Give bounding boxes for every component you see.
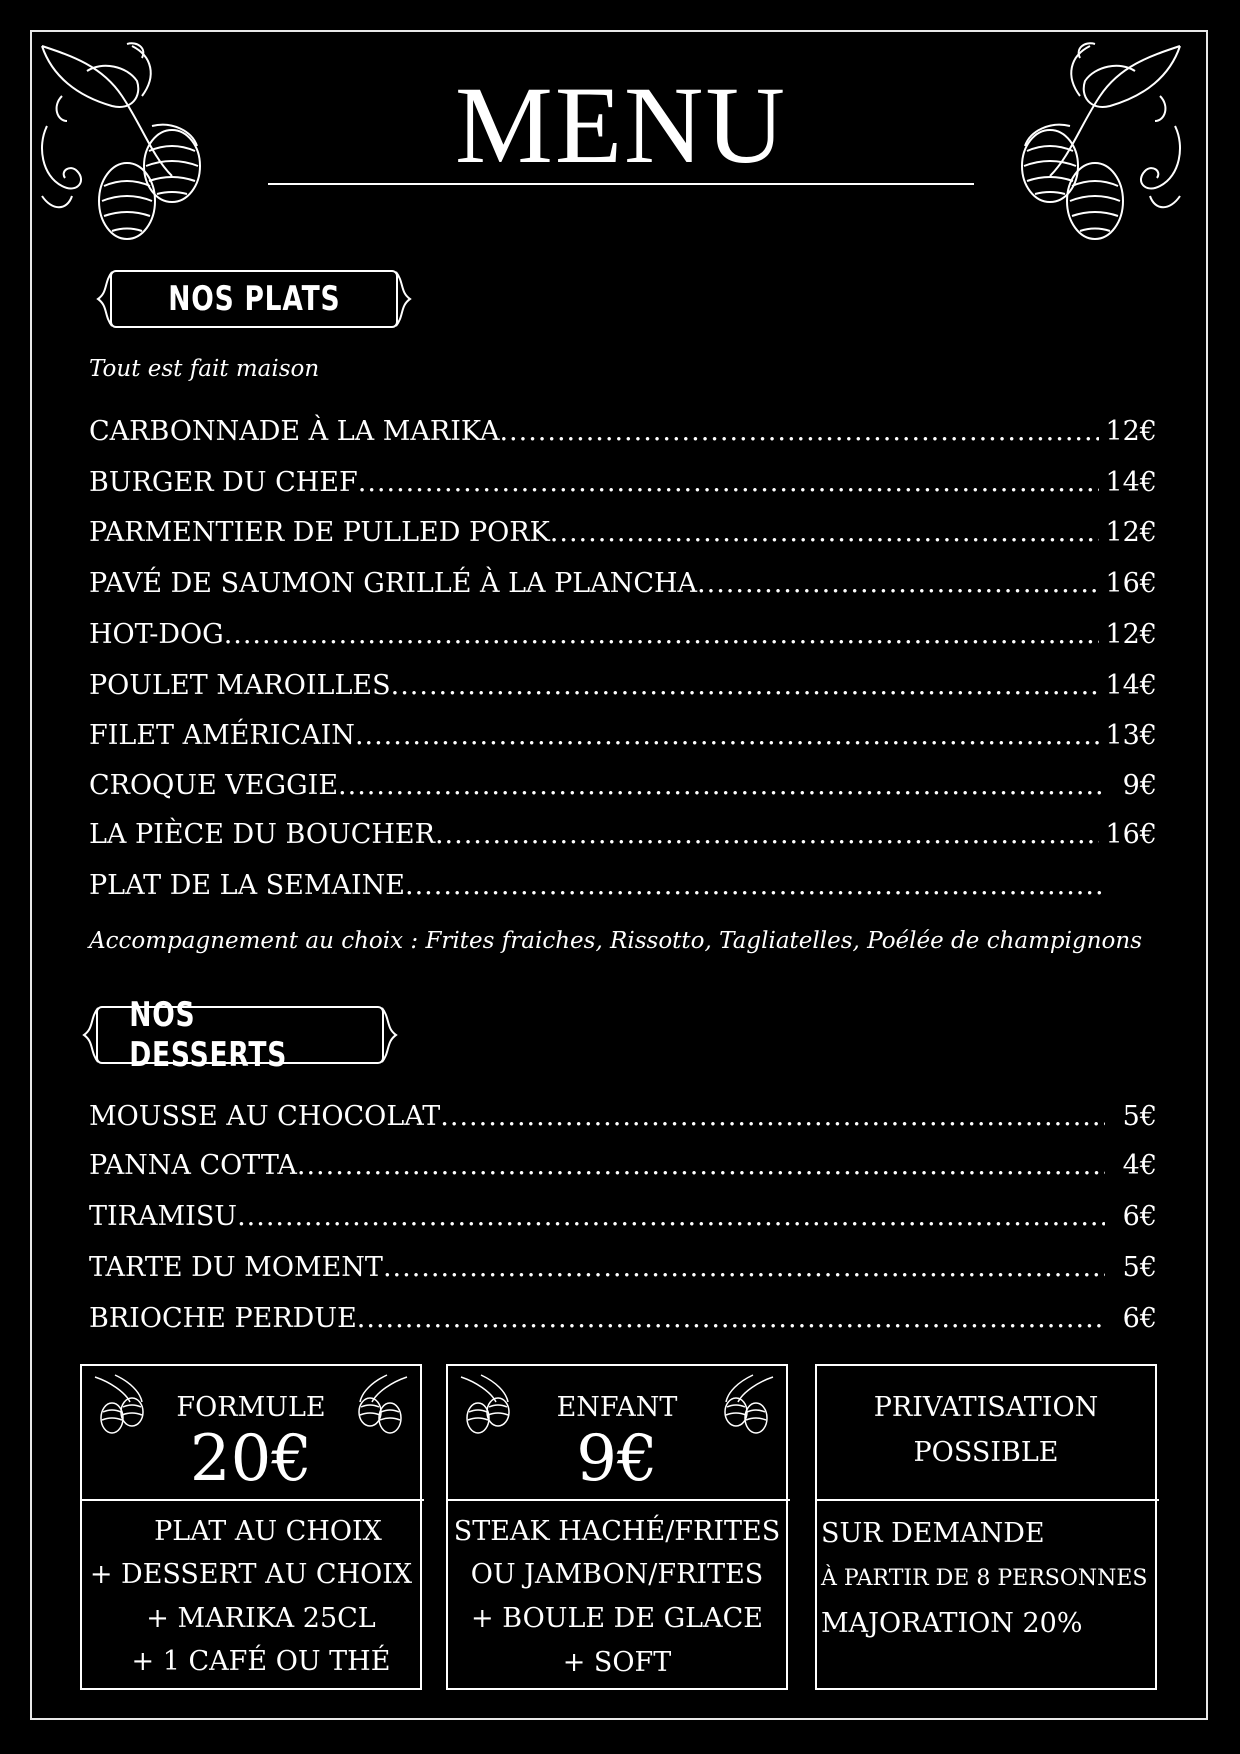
- formule-card: [80, 1364, 422, 1690]
- item-price: 5€: [1122, 1252, 1157, 1283]
- formule-line: PLAT AU CHOIX: [154, 1516, 382, 1547]
- accompaniment-note: Accompagnement au choix : Frites fraiches, Rissotto, Tagliatelles, Poélée de champignons: [89, 928, 1142, 954]
- dot-leader: [499, 415, 1099, 449]
- plats-banner: [94, 270, 414, 328]
- menu-item: [89, 1149, 1157, 1183]
- menu-item: [89, 818, 1157, 852]
- item-price: 9€: [1122, 770, 1157, 801]
- dot-leader: [440, 1100, 1105, 1134]
- enfant-card: [446, 1364, 788, 1690]
- dot-leader: [237, 1200, 1105, 1234]
- privatisation-label-line1: PRIVATISATION: [873, 1392, 1099, 1423]
- menu-item: [89, 415, 1157, 449]
- item-name: PLAT DE LA SEMAINE: [89, 870, 406, 901]
- formule-line: + 1 CAFÉ OU THÉ: [131, 1646, 391, 1677]
- plats-note: Tout est fait maison: [89, 356, 320, 382]
- menu-item: [89, 769, 1157, 803]
- dot-leader: [383, 1251, 1105, 1285]
- item-name: POULET MAROILLES: [89, 670, 391, 701]
- privatisation-label-line2: POSSIBLE: [913, 1437, 1059, 1468]
- dot-leader: [358, 466, 1100, 500]
- item-price: 12€: [1105, 619, 1157, 650]
- menu-item: [89, 516, 1157, 550]
- enfant-line: + SOFT: [562, 1647, 672, 1678]
- desserts-banner-box: [96, 995, 384, 1075]
- menu-item: [89, 1200, 1157, 1234]
- item-price: 12€: [1105, 517, 1157, 548]
- enfant-label: ENFANT: [556, 1392, 678, 1423]
- dot-leader: [405, 869, 1105, 903]
- banner-cap-icon: [378, 1006, 400, 1064]
- privatisation-card: [815, 1364, 1157, 1690]
- dot-leader: [550, 516, 1100, 550]
- item-price: 13€: [1105, 720, 1157, 751]
- card-divider: [817, 1499, 1159, 1501]
- enfant-line: + BOULE DE GLACE: [471, 1603, 763, 1634]
- menu-item: [89, 719, 1157, 753]
- item-price: 6€: [1122, 1303, 1157, 1334]
- formule-price: 20€: [189, 1422, 313, 1496]
- formule-line: + DESSERT AU CHOIX: [89, 1559, 413, 1590]
- dot-leader: [435, 818, 1099, 852]
- dot-leader: [297, 1149, 1105, 1183]
- item-name: BURGER DU CHEF: [89, 467, 358, 498]
- item-name: PAVÉ DE SAUMON GRILLÉ À LA PLANCHA: [89, 568, 698, 599]
- item-price: 16€: [1105, 819, 1157, 850]
- dot-leader: [355, 719, 1100, 753]
- privatisation-line: À PARTIR DE 8 PERSONNES: [821, 1566, 1148, 1591]
- desserts-banner: [80, 995, 400, 1075]
- item-name: MOUSSE AU CHOCOLAT: [89, 1101, 441, 1132]
- item-name: PARMENTIER DE PULLED PORK: [89, 517, 550, 548]
- dot-leader: [338, 769, 1105, 803]
- hops-illustration-icon: [32, 36, 212, 246]
- item-price: 6€: [1122, 1201, 1157, 1232]
- item-price: 4€: [1122, 1150, 1157, 1181]
- dot-leader: [391, 669, 1100, 703]
- item-name: FILET AMÉRICAIN: [89, 720, 355, 751]
- dot-leader: [697, 567, 1099, 601]
- item-price: 12€: [1105, 416, 1157, 447]
- dot-leader: [357, 1302, 1105, 1336]
- item-name: BRIOCHE PERDUE: [89, 1303, 357, 1334]
- enfant-line: STEAK HACHÉ/FRITES: [453, 1516, 781, 1547]
- menu-item: [89, 1251, 1157, 1285]
- item-name: TIRAMISU: [89, 1201, 238, 1232]
- title-underline: [268, 183, 974, 185]
- card-divider: [448, 1499, 790, 1501]
- item-name: HOT-DOG: [89, 619, 224, 650]
- menu-item: [89, 869, 1157, 903]
- item-price: 16€: [1105, 568, 1157, 599]
- item-price: 5€: [1122, 1101, 1157, 1132]
- enfant-line: OU JAMBON/FRITES: [470, 1559, 764, 1590]
- plats-heading: NOS PLATS: [167, 279, 341, 319]
- item-name: CARBONNADE À LA MARIKA: [89, 416, 500, 447]
- plats-banner-box: [110, 270, 398, 328]
- hops-illustration-icon: [1010, 36, 1190, 246]
- menu-item: [89, 567, 1157, 601]
- desserts-heading: NOS DESSERTS: [129, 995, 288, 1075]
- menu-item: [89, 1100, 1157, 1134]
- card-divider: [82, 1499, 424, 1501]
- item-price: 14€: [1105, 670, 1157, 701]
- privatisation-line: MAJORATION 20%: [821, 1608, 1083, 1639]
- formule-line: + MARIKA 25CL: [146, 1603, 376, 1634]
- enfant-price: 9€: [576, 1422, 658, 1496]
- menu-item: [89, 466, 1157, 500]
- item-price: 14€: [1105, 467, 1157, 498]
- menu-item: [89, 669, 1157, 703]
- menu-item: [89, 618, 1157, 652]
- banner-cap-icon: [392, 270, 414, 328]
- item-name: LA PIÈCE DU BOUCHER: [89, 819, 435, 850]
- dot-leader: [224, 618, 1100, 652]
- menu-item: [89, 1302, 1157, 1336]
- menu-title: MENU: [455, 64, 787, 186]
- item-name: CROQUE VEGGIE: [89, 770, 339, 801]
- privatisation-line: SUR DEMANDE: [821, 1518, 1045, 1549]
- item-name: TARTE DU MOMENT: [89, 1252, 383, 1283]
- formule-label: FORMULE: [176, 1392, 326, 1423]
- item-name: PANNA COTTA: [89, 1150, 297, 1181]
